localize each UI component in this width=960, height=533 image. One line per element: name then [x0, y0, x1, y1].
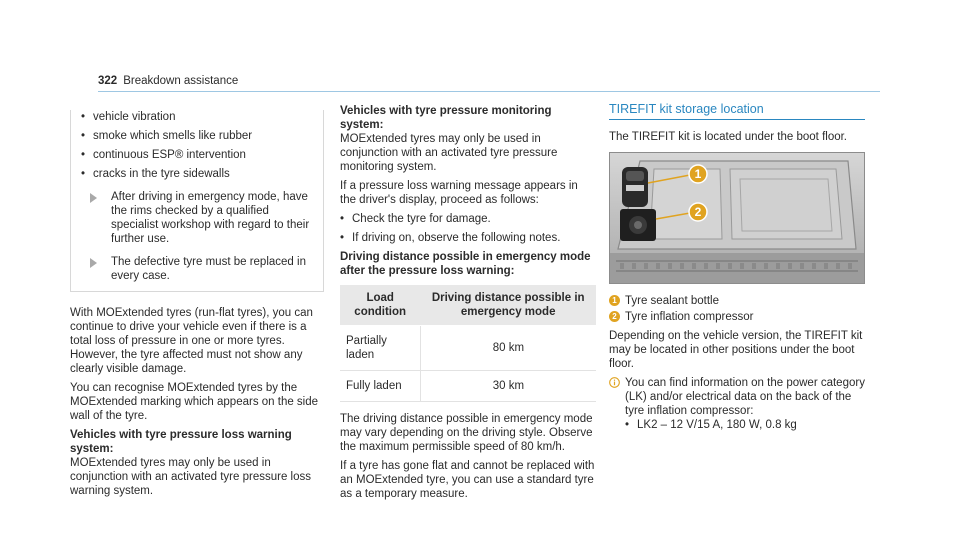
table-header: Load condition [340, 285, 420, 326]
step-text: The defective tyre must be replaced in every case. [111, 256, 306, 282]
subheading: Vehicles with tyre pressure loss warning system: [70, 429, 292, 455]
page-header [98, 74, 880, 88]
list-item: • cracks in the tyre sidewalls [81, 167, 315, 181]
boot-illustration [610, 153, 864, 283]
legend-text: Tyre sealant bottle [625, 295, 719, 307]
legend-item [609, 294, 865, 308]
symptom-list [81, 110, 315, 181]
list-item: • continuous ESP® intervention [81, 148, 315, 162]
arrow-icon [90, 193, 97, 203]
list-item: • Check the tyre for damage. [340, 212, 596, 226]
callout-number: 2 [694, 205, 702, 219]
table-cell: Fully laden [340, 371, 420, 402]
table-cell: 80 km [420, 326, 596, 371]
list-item: • vehicle vibration [81, 110, 315, 124]
arrow-icon [90, 258, 97, 268]
check-list [340, 212, 596, 245]
symptom-box [70, 110, 324, 292]
table-cell: 30 km [420, 371, 596, 402]
paragraph: If a pressure loss warning message appears in the driver's display, proceed as follows: [340, 180, 578, 206]
paragraph: With MOExtended tyres (run-flat tyres), you can continue to drive your vehicle even if there is a total loss of pressure in one or more tyres. However, the tyre affected must not show any clearly visible damage. [70, 307, 313, 375]
list-item: • LK2 – 12 V/15 A, 180 W, 0.8 kg [625, 418, 865, 432]
subheading: Driving distance possible in emergency mode after the pressure loss warning: [340, 251, 591, 277]
table-header: Driving distance possible in emergency mode [420, 285, 596, 326]
paragraph: The TIREFIT kit is located under the boot floor. [609, 131, 848, 143]
info-note [609, 376, 865, 432]
section-name: Breakdown assistance [123, 75, 239, 87]
legend-item [609, 310, 865, 324]
info-icon [609, 377, 620, 388]
spec-list [625, 418, 865, 432]
legend-text: Tyre inflation compressor [625, 311, 754, 323]
paragraph: Depending on the vehicle version, the TIREFIT kit may be located in other positions under the boot floor. [609, 330, 863, 370]
step-text: After driving in emergency mode, have the rims checked by a qualified specialist workshop with regard to their further use. [111, 191, 310, 245]
page-number: 322 [98, 75, 118, 87]
distance-table [340, 285, 596, 402]
boot-photo [609, 152, 865, 284]
subheading: Vehicles with tyre pressure monitoring system: [340, 105, 552, 131]
column-middle [340, 104, 596, 506]
paragraph: MOExtended tyres may only be used in conjunction with an activated tyre pressure loss warning system. [70, 457, 311, 497]
legend-number: 1 [609, 295, 620, 306]
column-left [70, 110, 324, 503]
table-row [340, 326, 596, 371]
paragraph: MOExtended tyres may only be used in conjunction with an activated tyre pressure monitoring system. [340, 133, 558, 173]
paragraph: You can recognise MOExtended tyres by the MOExtended marking which appears on the side wall of the tyre. [70, 382, 319, 422]
paragraph: If a tyre has gone flat and cannot be replaced with an MOExtended tyre, you can use a standard tyre as a temporary measure. [340, 460, 595, 500]
legend-number: 2 [609, 311, 620, 322]
list-item: • If driving on, observe the following notes. [340, 231, 596, 245]
header-rule [98, 91, 880, 92]
instruction-step [81, 190, 315, 246]
note-text: You can find information on the power category (LK) and/or electrical data on the back of the tyre inflation compressor: [625, 377, 865, 417]
paragraph: The driving distance possible in emergency mode may vary depending on the driving style. Observe the maximum permissible speed of 80 km/h. [340, 413, 593, 453]
table-cell: Partially laden [340, 326, 420, 371]
list-item: • smoke which smells like rubber [81, 129, 315, 143]
callout-number: 1 [694, 167, 702, 181]
section-title: TIREFIT kit storage location [609, 102, 865, 120]
column-right [609, 102, 865, 437]
instruction-step [81, 255, 315, 283]
table-row [340, 371, 596, 402]
